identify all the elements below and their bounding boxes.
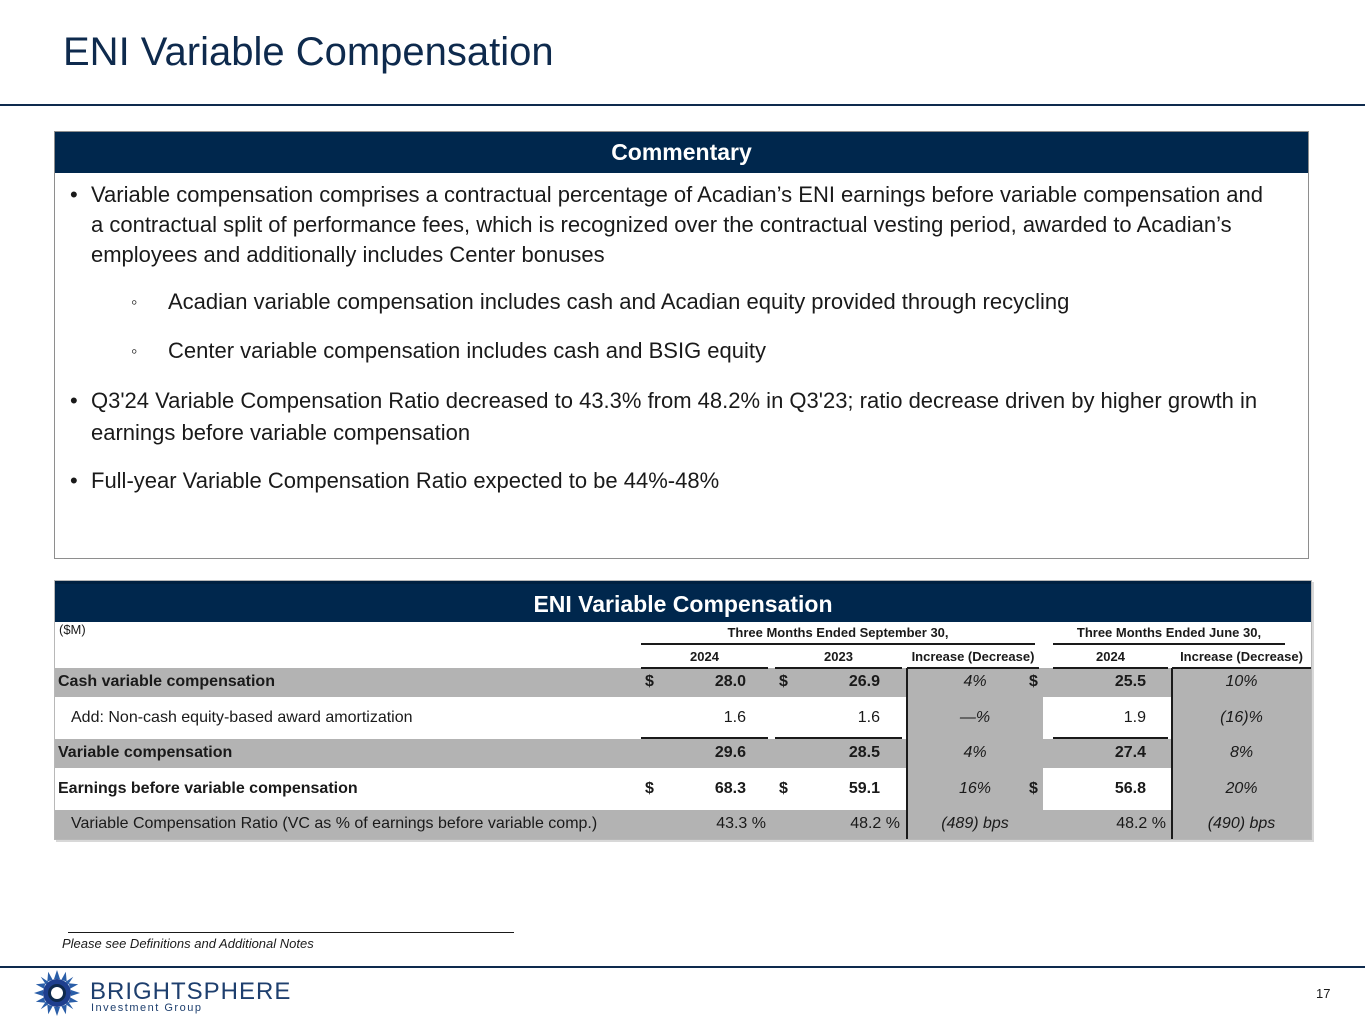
sub-bullet-marker: ◦ [131, 341, 138, 361]
value-increase: 4% [963, 744, 987, 761]
group-header-jun: Three Months Ended June 30, [1076, 625, 1262, 640]
commentary-header: Commentary [55, 132, 1308, 173]
footer-divider [0, 966, 1365, 968]
col-header-jun-2024: 2024 [1096, 649, 1125, 664]
col-header-increase: Increase (Decrease) [911, 649, 1035, 664]
brightsphere-logo-icon [34, 970, 80, 1016]
subtotal-line [1053, 737, 1168, 739]
value-increase: (489) bps [941, 815, 1009, 832]
group-underline [641, 643, 1035, 645]
value-jun-2024: 1.9 [1123, 709, 1146, 726]
group-header-sep: Three Months Ended September 30, [727, 625, 949, 640]
commentary-sub-bullet [131, 287, 1281, 317]
value-jun-2024: 25.5 [1114, 673, 1146, 690]
table-header: ENI Variable Compensation [55, 581, 1311, 622]
value-2023: 48.2 % [850, 815, 900, 832]
bullet-marker: • [70, 182, 78, 207]
value-jun-2024: 56.8 [1114, 780, 1146, 797]
row-label: Cash variable compensation [58, 673, 275, 690]
brand-name: BRIGHTSPHERE [90, 978, 292, 1005]
col-header-2024: 2024 [690, 649, 719, 664]
col-header-2023: 2023 [824, 649, 853, 664]
sub-bullet-marker: ◦ [131, 292, 138, 312]
col-underline [775, 667, 902, 669]
value-jun-increase: 20% [1225, 780, 1258, 797]
value-2023: 28.5 [848, 744, 880, 761]
title-divider [0, 104, 1365, 106]
commentary-panel [54, 131, 1309, 559]
value-jun-2024: 27.4 [1114, 744, 1146, 761]
value-2024: 1.6 [723, 709, 746, 726]
currency-symbol: $ [779, 673, 788, 690]
footnote-divider [68, 932, 514, 933]
value-2024: 28.0 [714, 673, 746, 690]
currency-symbol: $ [1029, 780, 1038, 797]
commentary-bullet [70, 180, 1270, 270]
value-increase: 16% [958, 780, 992, 797]
bullet-marker: • [70, 388, 78, 413]
col-underline [1172, 667, 1311, 669]
value-increase: —% [959, 709, 991, 726]
value-jun-increase: (490) bps [1207, 815, 1276, 832]
bullet-marker: • [70, 468, 78, 493]
col-header-jun-increase: Increase (Decrease) [1180, 649, 1303, 664]
col-underline [907, 667, 1039, 669]
page-title: ENI Variable Compensation [63, 30, 554, 74]
value-2023: 26.9 [848, 673, 880, 690]
currency-symbol: $ [779, 780, 788, 797]
value-jun-increase: (16)% [1220, 709, 1263, 726]
row-label: Add: Non-cash equity-based award amortization [71, 709, 413, 726]
commentary-bullet [70, 466, 1270, 496]
sub-bullet-text: Center variable compensation includes cash and BSIG equity [168, 338, 767, 363]
bullet-text: Q3'24 Variable Compensation Ratio decreased to 43.3% from 48.2% in Q3'23; ratio decrease driven by higher growth in earnings before variable compensation [91, 388, 1258, 445]
commentary-sub-bullet [131, 336, 1281, 366]
value-jun-2024: 48.2 % [1116, 815, 1166, 832]
row-label: Variable compensation [58, 744, 233, 761]
currency-symbol: $ [1029, 673, 1038, 690]
brand-tagline: Investment Group [91, 1002, 203, 1014]
sub-bullet-text: Acadian variable compensation includes cash and Acadian equity provided through recycling [168, 289, 1070, 314]
footnote: Please see Definitions and Additional Notes [62, 936, 314, 951]
row-label: Earnings before variable compensation [58, 780, 358, 797]
col-underline [1053, 667, 1168, 669]
col-underline [641, 667, 768, 669]
value-2023: 1.6 [857, 709, 880, 726]
currency-symbol: $ [645, 780, 654, 797]
page-number: 17 [1316, 986, 1331, 1001]
commentary-bullet [70, 385, 1270, 449]
value-2024: 68.3 [714, 780, 746, 797]
bullet-text: Full-year Variable Compensation Ratio expected to be 44%-48% [91, 468, 720, 493]
units-label: ($M) [59, 622, 86, 637]
value-2024: 43.3 % [716, 815, 766, 832]
bullet-text: Variable compensation comprises a contractual percentage of Acadian’s ENI earnings before variable compensation and a contractual split of performance fees, which is recognized over the contractual vesting period, awarded to Acadian’s employees and additionally includes Center bonuses [91, 182, 1263, 267]
value-jun-increase: 8% [1229, 744, 1254, 761]
subtotal-line [775, 737, 902, 739]
variable-compensation-table [54, 580, 1312, 840]
subtotal-line [641, 737, 768, 739]
currency-symbol: $ [645, 673, 654, 690]
row-label: Variable Compensation Ratio (VC as % of earnings before variable comp.) [71, 815, 598, 832]
group-underline [1053, 643, 1285, 645]
value-jun-increase: 10% [1225, 673, 1258, 690]
value-2024: 29.6 [714, 744, 746, 761]
value-2023: 59.1 [848, 780, 880, 797]
value-increase: 4% [963, 673, 987, 690]
